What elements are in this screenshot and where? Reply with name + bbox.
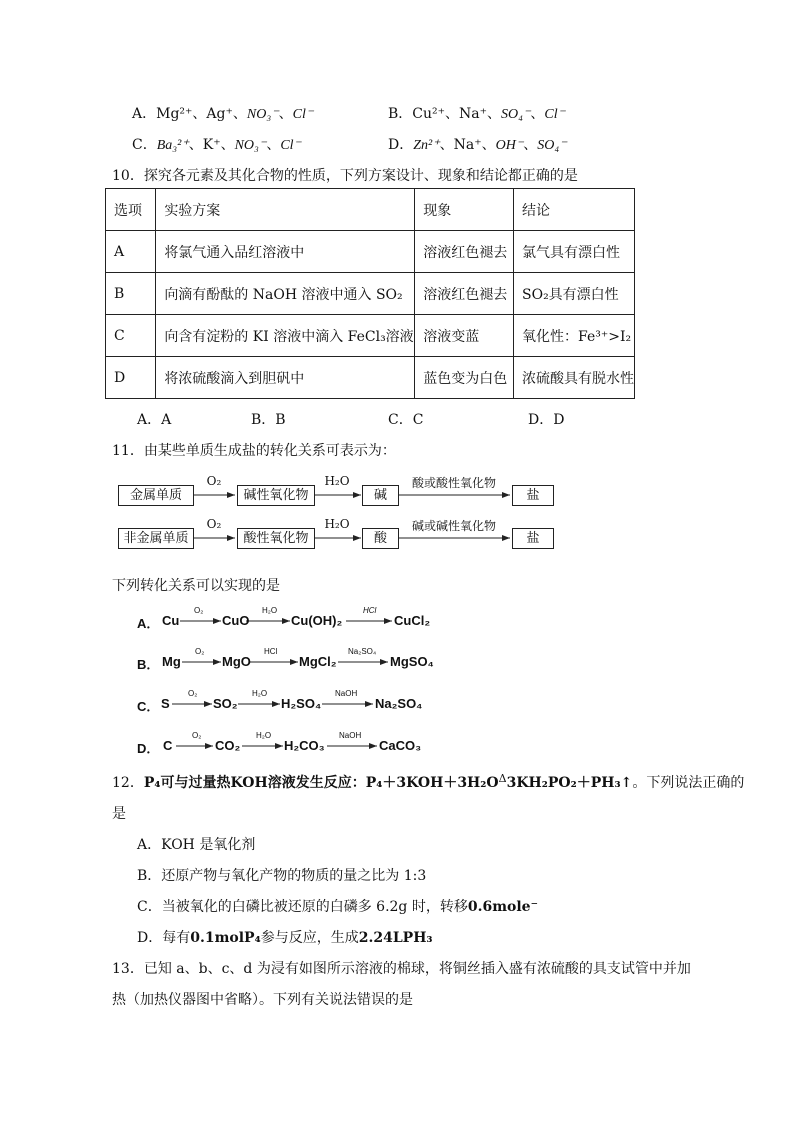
optB-r3: Na₂SO₄ — [348, 647, 377, 656]
q12-option-c: C．当被氧化的白磷比被还原的白磷多 6.2g 时，转移0.6mole⁻ — [137, 899, 538, 915]
table-row — [106, 231, 635, 273]
optC-s3: H₂SO₄ — [281, 696, 322, 711]
optC-r2: H₂O — [252, 689, 268, 698]
q11-option-b: B． — [137, 657, 160, 672]
flow1-label-3: 酸或酸性氧化物 — [411, 476, 496, 490]
table-cell: 蓝色变为白色 — [415, 357, 514, 399]
optD-r3: NaOH — [339, 731, 362, 740]
optA-r1: O₂ — [194, 606, 204, 615]
optB-s1: Mg — [162, 654, 181, 669]
q10-stem: 10．探究各元素及其化合物的性质，下列方案设计、现象和结论都正确的是 — [112, 168, 578, 184]
q12-stem-cont: 是 — [112, 806, 126, 822]
table-cell: 向含有淀粉的 KI 溶液中滴入 FeCl₃溶液 — [156, 315, 415, 357]
table-cell: 溶液变蓝 — [415, 315, 514, 357]
optD-r2: H₂O — [256, 731, 272, 740]
q9-option-b: B．Cu²⁺、Na⁺、SO₄⁻、Cl⁻ — [388, 106, 566, 122]
flow1-label-2: H₂O — [324, 474, 350, 488]
q11-option-a: A． — [137, 616, 160, 631]
table-row — [106, 273, 635, 315]
optD-s3: H₂CO₃ — [284, 738, 325, 753]
table-cell: 溶液红色褪去 — [415, 273, 514, 315]
optB-r1: O₂ — [195, 647, 205, 656]
q9-option-a: A．Mg²⁺、Ag⁺、NO₃⁻、Cl⁻ — [132, 106, 314, 122]
optA-s4: CuCl₂ — [394, 613, 431, 628]
flow2-label-2: H₂O — [324, 517, 350, 531]
table-cell: 氯气具有漂白性 — [514, 231, 635, 273]
q9-option-d: D．Zn²⁺、Na⁺、OH⁻、SO₄⁻ — [388, 137, 567, 153]
q10-table — [105, 188, 635, 399]
table-cell: 将浓硫酸滴入到胆矾中 — [156, 357, 415, 399]
q10-option-c: C．C — [388, 412, 424, 428]
q13-line-1: 13．已知 a、b、c、d 为浸有如图所示溶液的棉球，将铜丝插入盛有浓硫酸的具支试管中并加 — [112, 961, 691, 977]
table-cell: 溶液红色褪去 — [415, 231, 514, 273]
q11-option-c: C． — [137, 699, 160, 714]
optD-s1: C — [163, 738, 173, 753]
table-cell: C — [106, 315, 156, 357]
table-cell: B — [106, 273, 156, 315]
flow1-label-1: O₂ — [206, 474, 222, 488]
optC-r1: O₂ — [188, 689, 198, 698]
q11-subtitle: 下列转化关系可以实现的是 — [112, 578, 280, 594]
table-header: 现象 — [415, 189, 514, 231]
flow2-box-3: 酸 — [362, 528, 399, 549]
table-header-row — [106, 189, 635, 231]
flow1-box-2: 碱性氧化物 — [237, 485, 315, 506]
table-cell: 将氯气通入品红溶液中 — [156, 231, 415, 273]
optC-s4: Na₂SO₄ — [375, 696, 423, 711]
table-row — [106, 315, 635, 357]
optB-s2: MgO — [222, 654, 251, 669]
table-header: 实验方案 — [156, 189, 415, 231]
table-header: 结论 — [514, 189, 635, 231]
q11-stem: 11．由某些单质生成盐的转化关系可表示为： — [112, 443, 396, 459]
q10-option-b: B．B — [251, 412, 286, 428]
table-cell: 向滴有酚酞的 NaOH 溶液中通入 SO₂ — [156, 273, 415, 315]
table-cell: A — [106, 231, 156, 273]
q12-option-b: B．还原产物与氧化产物的物质的量之比为 1:3 — [137, 868, 427, 884]
flow2-box-4: 盐 — [512, 528, 554, 549]
optB-s4: MgSO₄ — [390, 654, 434, 669]
optD-s4: CaCO₃ — [379, 738, 422, 753]
q10-option-a: A．A — [137, 412, 172, 428]
optD-s2: CO₂ — [215, 738, 241, 753]
optA-s2: CuO — [222, 613, 250, 628]
optA-s1: Cu — [162, 613, 180, 628]
q13-line-2: 热（加热仪器图中省略）。下列有关说法错误的是 — [112, 992, 413, 1008]
q10-option-d: D．D — [528, 412, 565, 428]
optC-r3: NaOH — [335, 689, 358, 698]
flow2-box-1: 非金属单质 — [118, 528, 194, 549]
flow1-box-1: 金属单质 — [118, 485, 194, 506]
optB-r2: HCl — [264, 647, 278, 656]
q9-option-c: C．Ba₃²⁺、K⁺、NO₃⁻、Cl⁻ — [132, 137, 301, 153]
flow1-box-3: 碱 — [362, 485, 399, 506]
table-row — [106, 357, 635, 399]
optA-s3: Cu(OH)₂ — [291, 613, 343, 628]
flow2-label-3: 碱或碱性氧化物 — [411, 519, 496, 533]
optA-r3: HCl — [363, 606, 377, 615]
q12-stem: 12．P₄可与过量热KOH溶液发生反应：$P_4+3KOH+3H_2O^\Delta 3KH_2PO_2+PH_3↑$。下列说法正确的 — [112, 772, 745, 791]
q11-option-d: D． — [137, 741, 160, 756]
q12-option-d: D．每有0.1molP₄参与反应，生成2.24LPH₃ — [137, 930, 433, 946]
table-cell: 氧化性：Fe³⁺>I₂ — [514, 315, 635, 357]
optA-r2: H₂O — [262, 606, 278, 615]
table-cell: SO₂具有漂白性 — [514, 273, 635, 315]
q12-option-a: A．KOH 是氧化剂 — [137, 837, 256, 853]
table-header: 选项 — [106, 189, 156, 231]
optB-s3: MgCl₂ — [299, 654, 337, 669]
flow2-box-2: 酸性氧化物 — [237, 528, 315, 549]
flow1-box-4: 盐 — [512, 485, 554, 506]
optC-s1: S — [161, 696, 170, 711]
table-cell: 浓硫酸具有脱水性 — [514, 357, 635, 399]
optD-r1: O₂ — [192, 731, 202, 740]
table-cell: D — [106, 357, 156, 399]
optC-s2: SO₂ — [213, 696, 238, 711]
flow2-label-1: O₂ — [206, 517, 222, 531]
